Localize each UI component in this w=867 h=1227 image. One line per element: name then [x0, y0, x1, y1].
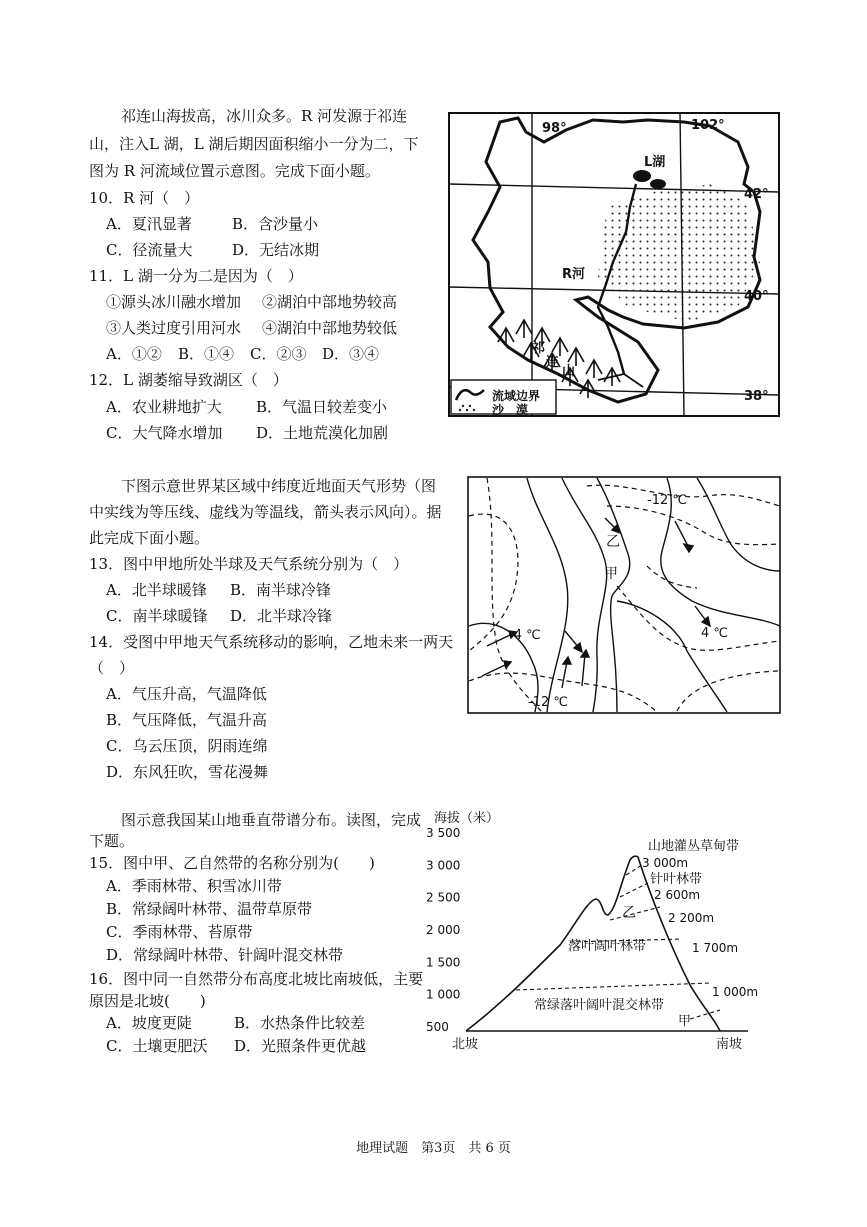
q15-option-d: D．常绿阔叶林带、针阔叶混交林带: [106, 946, 344, 964]
q10-option-d: D．无结冰期: [232, 241, 320, 259]
q11-option-a: A．①②: [106, 345, 162, 363]
label-qi: 祁: [532, 341, 546, 356]
l-lake-west: [633, 170, 651, 182]
q13-option-b: B．南半球冷锋: [230, 581, 332, 599]
label-38: 38°: [744, 389, 769, 404]
q15-option-b: B．常绿阔叶林带、温带草原带: [106, 900, 313, 918]
legend-boundary-label: 流域边界: [492, 389, 541, 403]
belt-conifer: 针叶林带: [650, 872, 703, 887]
q16-stem-line1: 16．图中同一自然带分布高度北坡比南坡低，主要: [89, 970, 424, 988]
label-r-river: R河: [562, 267, 586, 282]
label-north-slope: 北坡: [452, 1037, 479, 1052]
river-basin-map: [448, 112, 780, 417]
label-t-top: -12 ℃: [647, 493, 687, 508]
q10-option-a: A．夏汛显著: [106, 215, 192, 233]
q11-option-b: B．①④: [178, 345, 235, 363]
q16-option-a: A．坡度更陡: [106, 1014, 192, 1032]
q13-stem: 13．图中甲地所处半球及天气系统分别为（ ）: [89, 555, 409, 573]
q16-option-d: D．光照条件更优越: [234, 1037, 367, 1055]
q13-option-a: A．北半球暖锋: [106, 581, 207, 599]
y-tick-label: 2 000: [426, 923, 461, 937]
desert-area: [598, 184, 760, 322]
q14-stem-line2: （ ）: [89, 659, 135, 677]
q16-option-c: C．土壤更肥沃: [106, 1037, 208, 1055]
belt-mixed: 常绿落叶阔叶混交林带: [534, 998, 665, 1013]
intro2-line3: 此完成下面小题。: [89, 529, 210, 547]
q12-option-c: C．大气降水增加: [106, 424, 223, 442]
intro3-line2: 下题。: [89, 832, 135, 850]
q11-option-d: D．③④: [322, 345, 380, 363]
belt-limit-1700: 1 700m: [692, 941, 739, 955]
label-jia: 甲: [604, 566, 618, 582]
label-south-slope: 南坡: [716, 1037, 743, 1052]
l-lake-east: [650, 179, 666, 189]
y-tick-label: 2 500: [426, 890, 461, 905]
y-tick-label: 3 000: [426, 858, 461, 873]
q14-option-b: B．气压降低，气温升高: [106, 711, 268, 729]
weather-map: [467, 476, 781, 714]
q16-stem-line2: 原因是北坡( ): [89, 992, 206, 1010]
belt-limit-3000: 3 000m: [642, 856, 689, 870]
q12-option-b: B．气温日较差变小: [256, 398, 388, 416]
q14-option-a: A．气压升高，气温降低: [106, 685, 267, 703]
legend-desert-label: 沙 漠: [492, 403, 529, 417]
q14-option-d: D．东风狂吹，雪花漫舞: [106, 763, 269, 781]
belt-limit-2600: 2 600m: [654, 888, 701, 902]
intro3-line1: 图示意我国某山地垂直带谱分布。读图，完成: [121, 811, 422, 829]
intro2-line2: 中实线为等压线、虚线为等温线，箭头表示风向）。据: [89, 503, 442, 521]
label-t-bottom: -12 ℃: [528, 695, 568, 710]
q14-option-c: C．乌云压顶，阴雨连绵: [106, 737, 268, 755]
y-tick-label: 1 500: [426, 955, 461, 970]
y-tick-label: 500: [426, 1020, 449, 1034]
label-yi: 乙: [606, 534, 620, 550]
q10-stem: 10．R 河（ ）: [89, 189, 200, 207]
q13-option-c: C．南半球暖锋: [106, 607, 208, 625]
label-shan: 山: [562, 364, 576, 379]
q11-option-c: C．②③: [250, 345, 307, 363]
q15-option-a: A．季雨林带、积雪冰川带: [106, 877, 282, 895]
label-lian: 连: [546, 355, 560, 370]
q11-item-1: ①源头冰川融水增加: [106, 293, 242, 311]
chart-y-ticks: [426, 826, 460, 1034]
belt-limit-2200: 2 200m: [668, 911, 715, 925]
label-42: 42°: [744, 187, 769, 202]
belt-jia: 甲: [678, 1014, 692, 1029]
q13-option-d: D．北半球冷锋: [230, 607, 333, 625]
q11-item-4: ④湖泊中部地势较低: [262, 319, 398, 337]
q16-option-b: B．水热条件比较差: [234, 1014, 366, 1032]
q15-stem: 15．图中甲、乙自然带的名称分别为( ): [89, 854, 375, 872]
q14-stem-line1: 14．受图中甲地天气系统移动的影响，乙地未来一两天: [89, 633, 454, 651]
y-tick-label: 1 000: [426, 987, 461, 1002]
intro1-line3: 图为 R 河流域位置示意图。完成下面小题。: [89, 162, 380, 180]
q10-option-b: B．含沙量小: [232, 215, 319, 233]
q10-option-c: C．径流量大: [106, 241, 193, 259]
intro2-line1: 下图示意世界某区域中纬度近地面天气形势（图: [121, 477, 437, 495]
belt-deciduous: 落叶阔叶林带: [568, 939, 647, 954]
y-tick-label: 3 500: [426, 826, 461, 840]
intro1-line2: 山，注入L 湖，L 湖后期因面积缩小一分为二，下: [89, 135, 419, 153]
belt-yi: 乙: [622, 905, 636, 921]
belt-shrub-meadow: 山地灌丛草甸带: [648, 839, 740, 854]
label-l-lake: L湖: [644, 155, 666, 170]
q11-stem: 11．L 湖一分为二是因为（ ）: [89, 267, 303, 285]
q15-option-c: C．季雨林带、苔原带: [106, 923, 253, 941]
q11-item-2: ②湖泊中部地势较高: [262, 293, 398, 311]
q12-option-d: D．土地荒漠化加剧: [256, 424, 389, 442]
label-98: 98°: [542, 121, 567, 136]
chart-ylabel: 海拔（米）: [434, 811, 500, 826]
label-t-left: -4 ℃: [509, 628, 541, 643]
label-t-right: 4 ℃: [701, 626, 729, 641]
q12-stem: 12．L 湖萎缩导致湖区（ ）: [89, 371, 288, 389]
label-40: 40°: [744, 289, 769, 304]
vertical-zonation-chart: [420, 805, 790, 1055]
intro1-line1: 祁连山海拔高，冰川众多。R 河发源于祁连: [121, 107, 408, 125]
belt-limit-1000: 1 000m: [712, 985, 759, 999]
page-footer: 地理试题 第3页 共 6 页: [356, 1141, 511, 1156]
label-102: 102°: [691, 118, 725, 133]
q12-option-a: A．农业耕地扩大: [106, 398, 222, 416]
q11-item-3: ③人类过度引用河水: [106, 319, 242, 337]
